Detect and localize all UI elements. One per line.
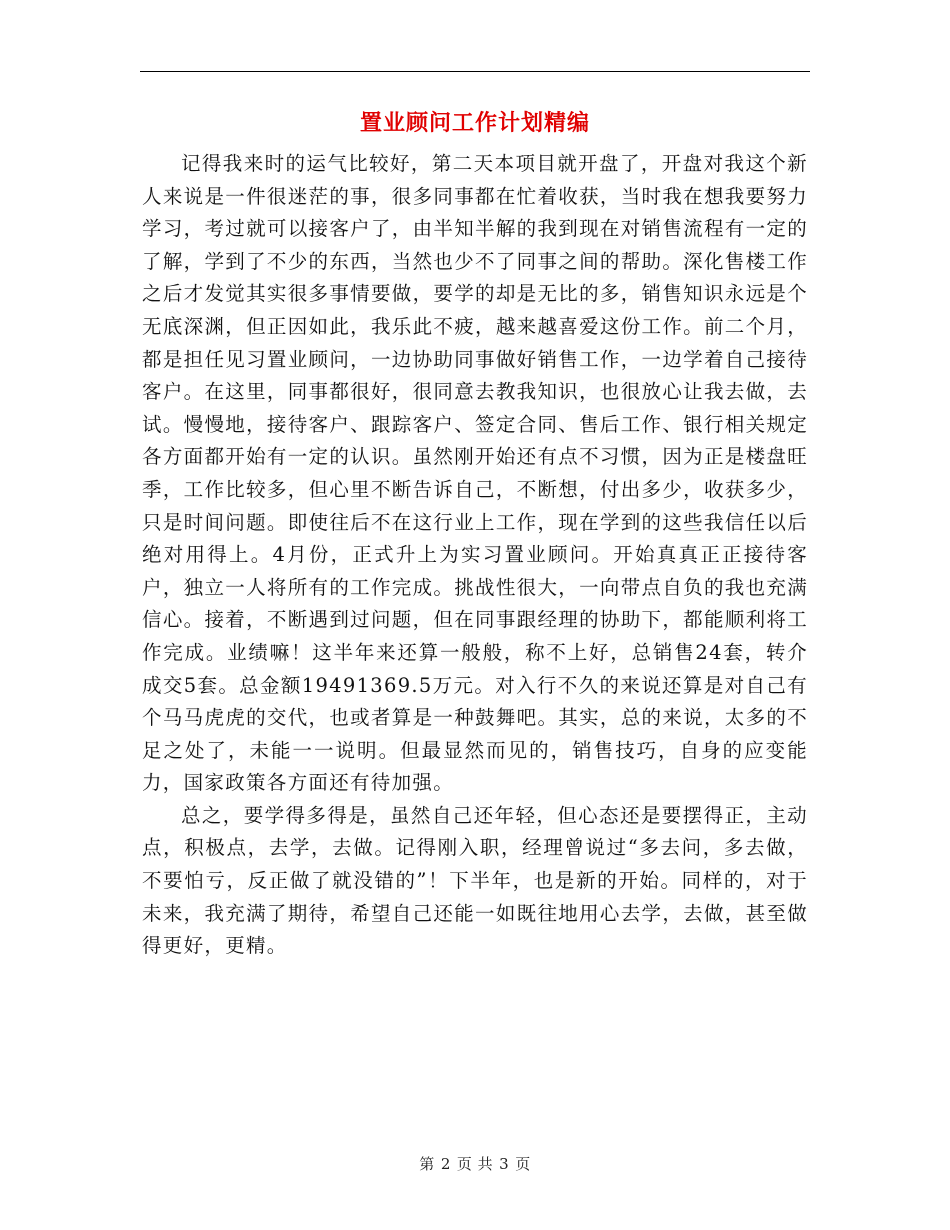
paragraph-1: 记得我来时的运气比较好，第二天本项目就开盘了，开盘对我这个新人来说是一件很迷茫的事，很多同事都在忙着收获，当时我在想我要努力学习，考过就可以接客户了，由半知半解的我到现在对销售流程有一定的了解，学到了不少的东西，当然也少不了同事之间的帮助。深化售楼工作之后才发觉其实很多事情要做，要学的却是无比的多，销售知识永远是个无底深渊，但正因如此，我乐此不疲，越来越喜爱这份工作。前二个月，都是担任见习置业顾问，一边协助同事做好销售工作，一边学着自己接待客户。在这里，同事都很好，很同意去教我知识，也很放心让我去做，去试。慢慢地，接待客户、跟踪客户、签定合同、售后工作、银行相关规定各方面都开始有一定的认识。虽然刚开始还有点不习惯，因为正是楼盘旺季，工作比较多，但心里不断告诉自己，不断想，付出多少，收获多少，只是时间问题。即使往后不在这行业上工作，现在学到的这些我信任以后绝对用得上。4月份，正式升上为实习置业顾问。开始真真正正接待客户，独立一人将所有的工作完成。挑战性很大，一向带点自负的我也充满信心。接着，不断遇到过问题，但在同事跟经理的协助下，都能顺利将工作完成。业绩嘛！这半年来还算一般般，称不上好，总销售24套，转介成交5套。总金额19491369.5万元。对入行不久的来说还算是对自己有个马马虎虎的交代，也或者算是一种鼓舞吧。其实，总的来说，太多的不足之处了，未能一一说明。但最显然而见的，销售技巧，自身的应变能力，国家政策各方面还有待加强。 — [142, 152, 808, 795]
document-title: 置业顾问工作计划精编 — [359, 111, 590, 136]
footer-prefix: 第 — [419, 1155, 435, 1173]
document-body — [142, 148, 808, 963]
page-footer — [0, 1152, 950, 1176]
header-rule — [140, 71, 810, 72]
paragraph-2: 总之，要学得多得是，虽然自己还年轻，但心态还是要摆得正，主动点，积极点，去学，去做。记得刚入职，经理曾说过“多去问，多去做，不要怕亏，反正做了就没错的”！下半年，也是新的开始。同样的，对于未来，我充满了期待，希望自己还能一如既往地用心去学，去做，甚至做得更好，更精。 — [142, 803, 808, 958]
footer-middle: 页 共 — [456, 1155, 494, 1173]
footer-total-pages: 3 — [499, 1155, 510, 1173]
footer-current-page: 2 — [440, 1155, 451, 1173]
footer-suffix: 页 — [515, 1155, 531, 1173]
